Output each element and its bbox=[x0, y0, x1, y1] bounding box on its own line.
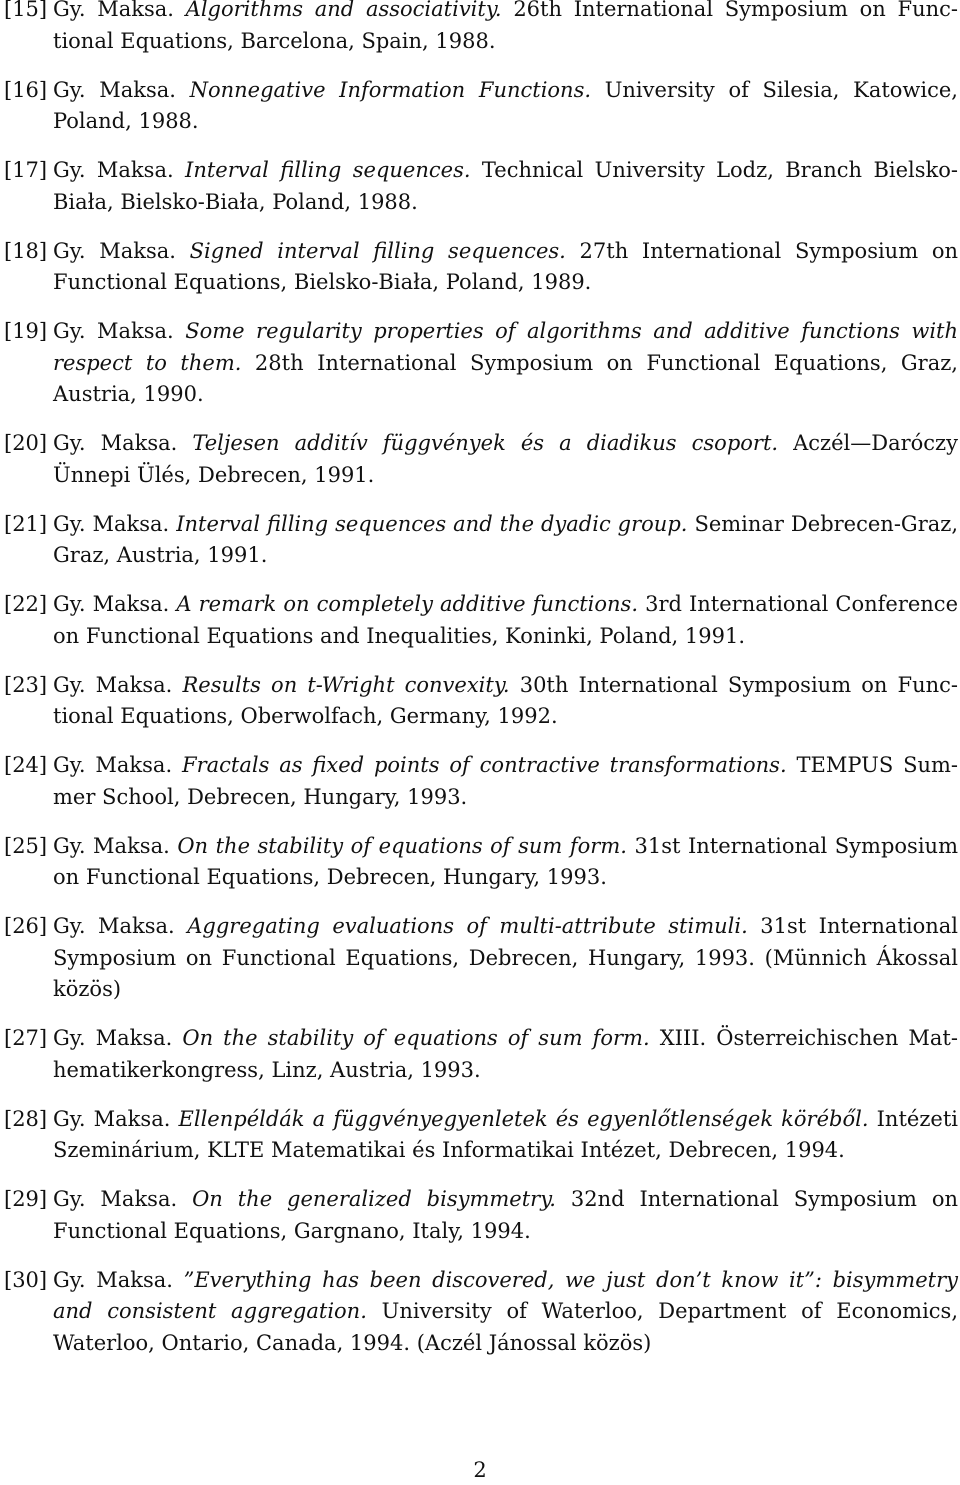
reference-title: Algorithms and associativity. bbox=[185, 0, 502, 21]
reference-author: Gy. Maksa. bbox=[53, 158, 174, 182]
reference-number: [15] bbox=[4, 0, 48, 21]
reference-venue: 31st International Symposium on Functional Equations, Debrecen, Hungary, 1993. (Münnich Ákossal közös) bbox=[53, 914, 959, 1001]
reference-number: [17] bbox=[4, 158, 48, 182]
reference-title: ”Everything has been discovered, we just don’t know it”: bisymmetry and consistent aggregation. bbox=[53, 1267, 958, 1323]
reference-venue: XIII. Österreichischen Mathematikerkongress, Linz, Austria, 1993. bbox=[53, 1026, 958, 1082]
reference-title: Ellenpéldák a függvényegyenletek és egyenlőtlenségek köréből. bbox=[178, 1106, 869, 1131]
reference-venue: University of Waterloo, Department of Economics, Waterloo, Ontario, Canada, 1994. (Aczél Jánossal közös) bbox=[53, 1299, 958, 1355]
reference-number: [20] bbox=[4, 431, 48, 455]
reference-item bbox=[4, 1184, 958, 1247]
reference-author: Gy. Maksa. bbox=[53, 914, 175, 938]
reference-number: [29] bbox=[4, 1187, 48, 1211]
reference-author: Gy. Maksa. bbox=[53, 77, 176, 102]
reference-title: Interval filling sequences. bbox=[185, 158, 471, 182]
reference-number: [26] bbox=[4, 914, 48, 938]
reference-title: Signed interval filling sequences. bbox=[189, 238, 566, 263]
reference-author: Gy. Maksa. bbox=[53, 319, 174, 343]
reference-venue: 32nd International Symposium on Functional Equations, Gargnano, Italy, 1994. bbox=[53, 1187, 958, 1243]
reference-number: [24] bbox=[4, 753, 48, 777]
reference-list bbox=[4, 0, 958, 1377]
reference-number: [21] bbox=[4, 511, 48, 536]
reference-venue: 31st International Symposium on Functional Equations, Debrecen, Hungary, 1993. bbox=[53, 833, 958, 889]
reference-venue: University of Silesia, Katowice, Poland, 1988. bbox=[53, 77, 958, 133]
reference-author: Gy. Maksa. bbox=[53, 833, 170, 858]
reference-venue: 30th International Symposium on Functional Equations, Oberwolfach, Germany, 1992. bbox=[53, 672, 958, 728]
reference-number: [28] bbox=[4, 1106, 48, 1131]
reference-author: Gy. Maksa. bbox=[53, 511, 170, 536]
reference-title: On the stability of equations of sum form. bbox=[177, 833, 627, 858]
reference-author: Gy. Maksa. bbox=[53, 238, 176, 263]
reference-venue: 28th International Symposium on Functional Equations, Graz, Austria, 1990. bbox=[53, 350, 958, 406]
reference-number: [27] bbox=[4, 1026, 48, 1050]
reference-number: [23] bbox=[4, 672, 48, 697]
reference-item bbox=[4, 428, 958, 491]
reference-number: [25] bbox=[4, 833, 48, 858]
reference-author: Gy. Maksa. bbox=[53, 1106, 171, 1131]
page-number: 2 bbox=[473, 1458, 487, 1482]
reference-item bbox=[4, 0, 958, 57]
reference-author: Gy. Maksa. bbox=[53, 1187, 178, 1211]
reference-venue: 3rd International Conference on Functional Equations and Inequalities, Koninki, Poland, 1991. bbox=[53, 592, 958, 648]
reference-venue: 27th International Symposium on Functional Equations, Bielsko-Biała, Poland, 1989. bbox=[53, 238, 958, 294]
reference-item bbox=[4, 509, 958, 572]
reference-author: Gy. Maksa. bbox=[53, 753, 173, 777]
reference-item bbox=[4, 831, 958, 894]
reference-title: A remark on completely additive functions. bbox=[176, 592, 638, 616]
reference-venue: Aczél—Daróczy Ünnepi Ülés, Debrecen, 1991. bbox=[53, 431, 958, 487]
reference-venue: 26th International Symposium on Functional Equations, Barcelona, Spain, 1988. bbox=[53, 0, 958, 53]
reference-number: [22] bbox=[4, 592, 48, 616]
reference-venue: TEMPUS Summer School, Debrecen, Hungary, 1993. bbox=[53, 753, 959, 809]
reference-number: [18] bbox=[4, 238, 48, 263]
reference-author: Gy. Maksa. bbox=[53, 0, 174, 21]
reference-title: Interval filling sequences and the dyadic group. bbox=[176, 511, 688, 536]
reference-title: On the stability of equations of sum form. bbox=[182, 1026, 650, 1050]
reference-title: Some regularity properties of algorithms and additive functions with respect to them. bbox=[53, 319, 959, 375]
reference-item bbox=[4, 316, 958, 411]
reference-item bbox=[4, 750, 958, 813]
reference-author: Gy. Maksa. bbox=[53, 672, 173, 697]
reference-item bbox=[4, 1104, 958, 1167]
reference-item bbox=[4, 75, 958, 138]
reference-title: Results on t-Wright convexity. bbox=[182, 672, 510, 697]
reference-item bbox=[4, 1023, 958, 1086]
reference-title: Aggregating evaluations of multi-attribute stimuli. bbox=[187, 914, 748, 938]
reference-venue: Intézeti Szeminárium, KLTE Matematikai és Informatikai Intézet, Debrecen, 1994. bbox=[53, 1106, 958, 1162]
reference-item bbox=[4, 670, 958, 733]
reference-item bbox=[4, 1265, 958, 1360]
reference-number: [16] bbox=[4, 77, 48, 102]
reference-item bbox=[4, 155, 958, 218]
reference-venue: Technical University Lodz, Branch Bielsko-Biała, Bielsko-Biała, Poland, 1988. bbox=[53, 158, 958, 214]
reference-item bbox=[4, 911, 958, 1006]
reference-author: Gy. Maksa. bbox=[53, 1026, 173, 1050]
reference-title: On the generalized bisymmetry. bbox=[192, 1187, 556, 1211]
reference-item bbox=[4, 236, 958, 299]
reference-title: Fractals as fixed points of contractive transformations. bbox=[182, 753, 787, 777]
reference-number: [30] bbox=[4, 1267, 48, 1292]
reference-author: Gy. Maksa. bbox=[53, 592, 170, 616]
reference-venue: Seminar Debrecen-Graz, Graz, Austria, 1991. bbox=[53, 511, 958, 567]
reference-item bbox=[4, 589, 958, 652]
reference-author: Gy. Maksa. bbox=[53, 1267, 173, 1292]
reference-author: Gy. Maksa. bbox=[53, 431, 178, 455]
reference-number: [19] bbox=[4, 319, 48, 343]
reference-title: Teljesen additív függvények és a diadikus csoport. bbox=[192, 431, 779, 455]
reference-title: Nonnegative Information Functions. bbox=[189, 77, 592, 102]
